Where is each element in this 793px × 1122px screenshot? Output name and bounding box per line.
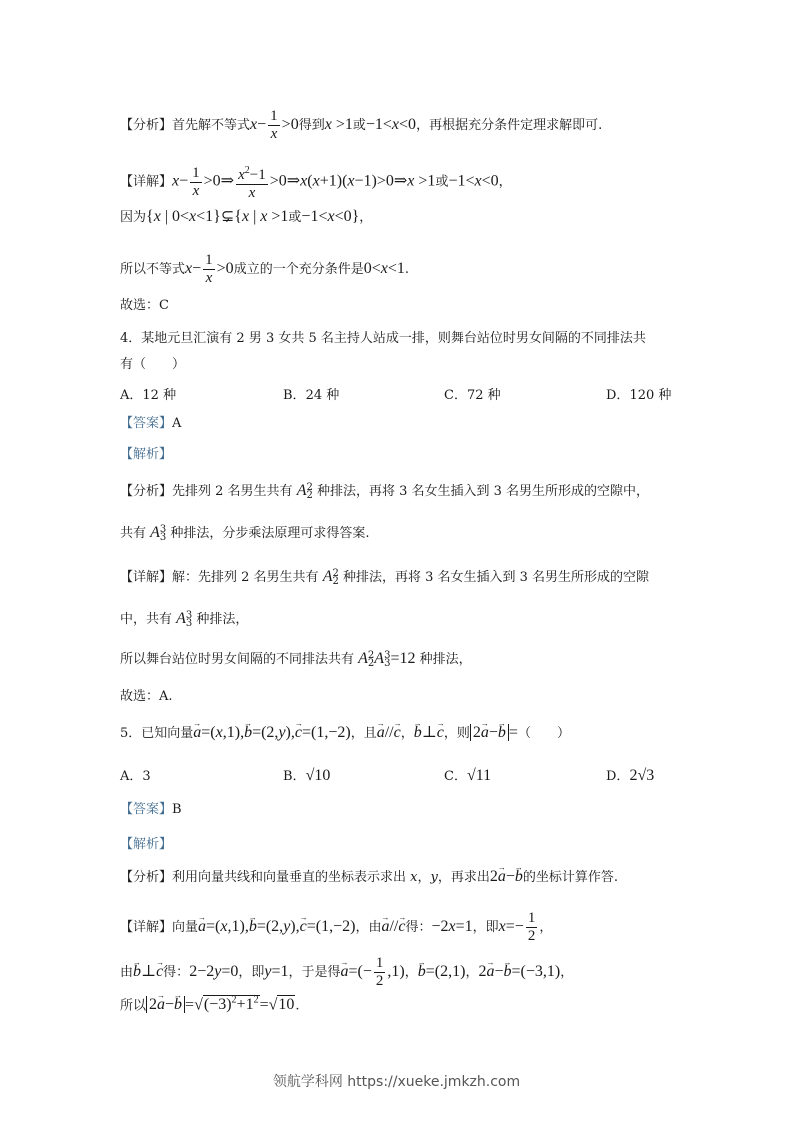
q4-option-c (444, 384, 501, 403)
analysis-text: 得到 (298, 118, 325, 133)
q4-jiexi-label (120, 446, 172, 464)
q4-answer (120, 415, 181, 433)
q3-detail-line2: 因为{x | 0<x<1}⊊{x | x >1或−1<x<0}， (120, 208, 373, 225)
detail-label: 【详解】 (120, 920, 173, 935)
option-text: 72 种 (466, 388, 501, 403)
option-text: 24 种 (305, 388, 340, 403)
q3-choice: 故选：C (120, 298, 169, 313)
q4-detail-line2: 中，共有 A 3 3 种排法， (120, 609, 249, 629)
jiexi-label: 【解析】 (120, 447, 173, 462)
detail-label: 【详解】 (120, 570, 173, 585)
option-label: A． (120, 388, 143, 403)
answer-label: 【答案】 (120, 416, 173, 431)
q5-detail-line3: 所以 $2\to a-\to b =√(-3)^2+1^2=√10$. (120, 992, 300, 1015)
option-label: B． (283, 769, 306, 784)
q4-detail-line3: 所以舞台站位时男女间隔的不同排法共有 A 2 2 A 3 3 =12 种排法， (120, 649, 472, 669)
option-text: 2√3 (629, 767, 655, 784)
q5-analysis: 【分析】利用向量共线和向量垂直的坐标表示求出 x，y，再求出2→ a−→ b的坐标计算作答. (120, 868, 618, 887)
analysis-label: 【分析】 (120, 484, 173, 499)
answer-label: 【答案】 (120, 802, 173, 817)
q4-option-d (606, 384, 671, 403)
option-text: 120 种 (629, 388, 672, 403)
option-label: C． (444, 388, 467, 403)
jiexi-label: 【解析】 (120, 837, 173, 852)
option-label: B． (283, 388, 306, 403)
q3-analysis: 【分析】首先解不等式x− $\frac{1}{x}$ >0得到x >1或−1<x<0，再根据充分条件定理求解即可. (120, 108, 603, 142)
q5-detail-line1: 【详解】向量→ a=(x,1),→ b=(2,y),→ c=(1,−2)，由→ a//→ c得：−2x=1，即x=− $\frac{1}{2}$ ， (120, 910, 552, 945)
q4-analysis-line1: 【分析】先排列 2 名男生共有 A 2 2 种排法，再将 3 名女生插入到 3 名男生所形成的空隙中， (120, 481, 650, 501)
option-text: √10 (305, 767, 331, 784)
analysis-label: 【分析】 (120, 118, 173, 133)
q4-choice: 故选：A. (120, 689, 173, 704)
option-text: √11 (466, 767, 492, 784)
answer-value: B (172, 802, 182, 817)
option-text: 12 种 (142, 388, 177, 403)
q3-detail-line3: 所以不等式x− $\frac{1}{x}$ >0成立的一个充分条件是0<x<1. (120, 252, 410, 286)
option-label: A． (120, 769, 143, 784)
q5-option-d (606, 765, 654, 785)
q4-analysis-line2: 共有 A 3 3 种排法，分步乘法原理可求得答案. (120, 523, 370, 543)
q4-stem-line1: 4．某地元旦汇演有 2 男 3 女共 5 名主持人站成一排，则舞台站位时男女间隔的不同排法共 (120, 331, 646, 346)
option-text: 3 (142, 769, 151, 784)
detail-label: 【详解】 (120, 174, 173, 190)
option-label: D． (606, 769, 630, 784)
q5-option-a (120, 765, 151, 784)
q4-option-a (120, 384, 176, 403)
q4-option-b (283, 384, 339, 403)
q4-stem-line2: 有（ ） (120, 357, 186, 372)
q5-stem: 5．已知向量→ a=(x,1),→ b=(2,y),→ c=(1,−2)，且→ a//→ c，→ b⊥→ c，则 2→ a−→ b =（ ） (120, 724, 570, 743)
analysis-text: 首先解不等式 (172, 118, 251, 133)
analysis-text: ，再根据充分条件定理求解即可. (416, 118, 603, 133)
q5-detail-line2: 由→ b⊥→ c得：2−2y=0，即y=1，于是得→ a=(− $\frac{1}{2}$ ,1)，→ b=(2,1)，2→ a−→ b=(−3,1)， (120, 955, 573, 990)
option-label: C． (444, 769, 467, 784)
option-label: D． (606, 388, 630, 403)
answer-value: A (172, 416, 182, 431)
q5-answer (120, 801, 182, 819)
q5-option-b (283, 765, 330, 785)
analysis-label: 【分析】 (120, 870, 173, 885)
q5-jiexi-label (120, 836, 172, 854)
footer-watermark: 领航学科网 https://xueke.jmkzh.com (272, 1074, 521, 1090)
q5-option-c (444, 765, 491, 785)
q3-detail-line1: 【详解】x− $\frac{1}{x}$ >0⇒ $\frac{x^2-1}{x}$ >0⇒x(x+1)(x−1)>0⇒x >1或−1<x<0， (120, 162, 512, 202)
q4-detail-line1: 【详解】解：先排列 2 名男生共有 A 2 2 种排法，再将 3 名女生插入到 3 名男生所形成的空隙 (120, 567, 650, 587)
